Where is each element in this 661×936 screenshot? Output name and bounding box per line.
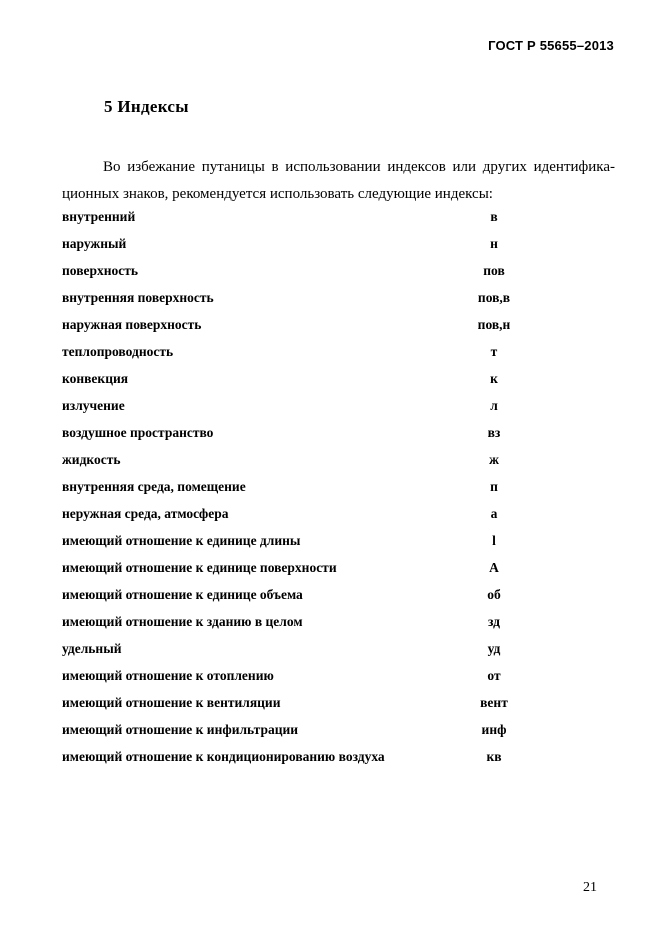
index-row xyxy=(62,422,562,449)
index-term: имеющий отношение к кондиционированию воздуха xyxy=(62,749,385,764)
index-symbol: зд xyxy=(487,614,500,629)
index-row xyxy=(62,476,562,503)
index-term: имеющий отношение к единице длины xyxy=(62,533,301,548)
index-symbol: в xyxy=(490,209,498,224)
index-term: внутренняя поверхность xyxy=(62,290,214,305)
index-row xyxy=(62,233,562,260)
index-row xyxy=(62,368,562,395)
index-symbol: л xyxy=(490,398,498,413)
index-symbol: A xyxy=(489,560,499,575)
index-term: наружный xyxy=(62,236,127,251)
index-row xyxy=(62,503,562,530)
index-term: внутренняя среда, помещение xyxy=(62,479,246,494)
index-symbol: т xyxy=(490,344,498,359)
index-term: наружная поверхность xyxy=(62,317,202,332)
index-symbol: кв xyxy=(486,749,502,764)
index-symbol: уд xyxy=(487,641,501,656)
index-row xyxy=(62,206,562,233)
intro-line-2: ционных знаков, рекомендуется использовать следующие индексы: xyxy=(62,186,493,202)
index-row xyxy=(62,449,562,476)
index-list xyxy=(62,206,562,773)
index-term: воздушное пространство xyxy=(62,425,214,440)
index-symbol: инф xyxy=(481,722,507,737)
index-term: излучение xyxy=(62,398,125,413)
index-symbol: пов,н xyxy=(477,317,511,332)
index-row xyxy=(62,692,562,719)
index-row xyxy=(62,260,562,287)
index-term: неружная среда, атмосфера xyxy=(62,506,229,521)
index-row xyxy=(62,638,562,665)
section-title: 5 Индексы xyxy=(104,97,189,116)
index-symbol: н xyxy=(490,236,498,251)
index-row xyxy=(62,341,562,368)
index-term: имеющий отношение к вентиляции xyxy=(62,695,281,710)
index-term: имеющий отношение к зданию в целом xyxy=(62,614,303,629)
intro-line-1: Во избежание путаницы в использовании индексов или других идентифика- xyxy=(103,159,615,175)
index-row xyxy=(62,530,562,557)
index-row xyxy=(62,746,562,773)
index-term: конвекция xyxy=(62,371,129,386)
index-symbol: п xyxy=(490,479,498,494)
index-symbol: ж xyxy=(489,452,499,467)
index-term: поверхность xyxy=(62,263,139,278)
index-row xyxy=(62,584,562,611)
index-row xyxy=(62,611,562,638)
index-row xyxy=(62,665,562,692)
index-symbol: l xyxy=(492,533,496,548)
index-term: имеющий отношение к единице поверхности xyxy=(62,560,337,575)
page-number: 21 xyxy=(583,880,597,895)
index-term: имеющий отношение к отоплению xyxy=(62,668,274,683)
index-term: жидкость xyxy=(62,452,121,467)
document-standard-number: ГОСТ Р 55655–2013 xyxy=(488,38,614,53)
index-term: внутренний xyxy=(62,209,136,224)
index-term: удельный xyxy=(62,641,122,656)
index-row xyxy=(62,557,562,584)
index-symbol: пов xyxy=(483,263,505,278)
index-symbol: от xyxy=(487,668,501,683)
index-symbol: об xyxy=(487,587,501,602)
index-symbol: вент xyxy=(480,695,508,710)
index-row xyxy=(62,395,562,422)
index-term: имеющий отношение к инфильтрации xyxy=(62,722,299,737)
intro-paragraph xyxy=(62,154,615,208)
index-row xyxy=(62,287,562,314)
index-term: имеющий отношение к единице объема xyxy=(62,587,303,602)
index-symbol: пов,в xyxy=(477,290,511,305)
index-row xyxy=(62,719,562,746)
index-symbol: вз xyxy=(487,425,501,440)
index-term: теплопроводность xyxy=(62,344,174,359)
index-symbol: к xyxy=(490,371,498,386)
index-symbol: а xyxy=(490,506,498,521)
index-row xyxy=(62,314,562,341)
